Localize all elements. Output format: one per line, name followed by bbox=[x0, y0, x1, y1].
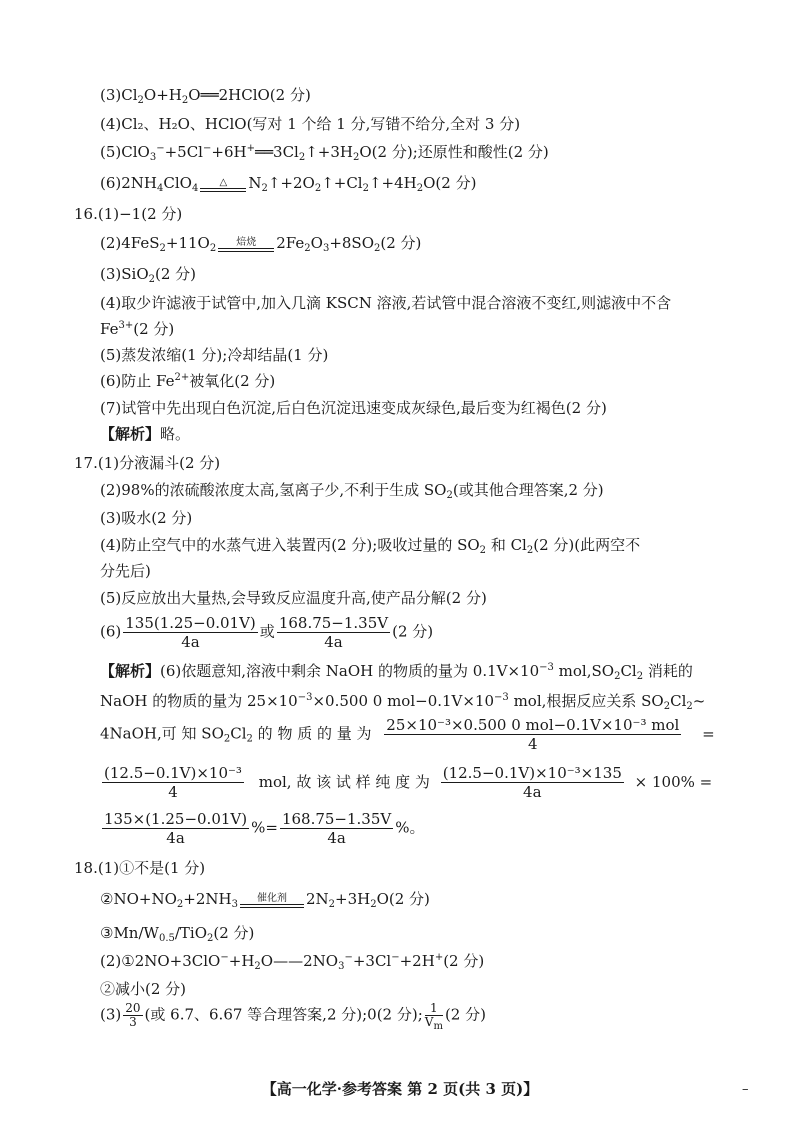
fraction: $\frac{1}{V_m}$ bbox=[424, 1001, 443, 1032]
q16-line-2: $(2)4FeS_2+11O_2$ 焙烧 $2Fe_2O_3+8SO_2(2$ 分) bbox=[100, 234, 422, 254]
q16-line-5: (5)蒸发浓缩(1 分);冷却结晶(1 分) bbox=[100, 346, 329, 364]
q16-line-4b: $Fe^{3+}(2$ 分) bbox=[100, 320, 175, 338]
fraction: $\frac{\text{(12.5−0.1V)×10⁻³}}{4}$ bbox=[104, 764, 242, 801]
fraction: $\frac{20}{3}$ bbox=[125, 1001, 141, 1029]
q15-line-5: $(5)ClO_3^-+5Cl^-+6H^+══3Cl_2↑+3H_2O(2$ 分);还原性和酸性(2 分) bbox=[100, 143, 549, 163]
q17-analysis-4: $\frac{\text{(12.5−0.1V)×10⁻³}}{4}$ mol, 故 该 试 样 纯 度 为 $\frac{\text{(12.5−0.1V)×10⁻³×135}}{4a}$ × 100% = bbox=[104, 764, 713, 801]
q16-line-1: 16.(1)−1(2 分) bbox=[74, 205, 183, 223]
fraction: $\frac{\text{25×10⁻³×0.500 0 mol−0.1V×10⁻³ mol}}{4}$ bbox=[386, 716, 680, 753]
q18-line-5: ②减小(2 分) bbox=[100, 980, 187, 998]
q17-line-3: (3)吸水(2 分) bbox=[100, 509, 193, 527]
page-footer: 【高一化学·参考答案 第 2 页(共 3 页)】 bbox=[261, 1080, 539, 1098]
q17-analysis-5: $\frac{135\times(1.25-0.01V)}{4a}$ %= $\frac{168.75-1.35V}{4a}$ %。 bbox=[104, 810, 425, 847]
fraction: $\frac{135\times(1.25-0.01V)}{4a}$ bbox=[104, 810, 248, 847]
q18-line-2: $②NO+NO_2+2NH_3$ 催化剂 $2N_2+3H_2O(2$ 分) bbox=[100, 890, 430, 910]
q17-line-4b: 分先后) bbox=[100, 562, 151, 580]
fraction: $\frac{168.75-1.35V}{4a}$ bbox=[281, 810, 392, 847]
q17-line-4: (4)防止空气中的水蒸气进入装置丙(2 分);吸收过量的 $SO_2$ 和 $Cl_2(2$ 分)(此两空不 bbox=[100, 536, 641, 556]
roast-arrow: 焙烧 bbox=[218, 237, 274, 252]
q17-line-2: (2)98%的浓硫酸浓度太高,氢离子少,不利于生成 $SO_2$(或其他合理答案,2 分) bbox=[100, 481, 604, 501]
q16-line-4: (4)取少许滤液于试管中,加入几滴 KSCN 溶液,若试管中混合溶液不变红,则滤液中不含 bbox=[100, 294, 672, 312]
q17-line-6: (6) $\frac{135(1.25-0.01V)}{4a}$ 或 $\frac{168.75-1.35V}{4a}$ (2 分) bbox=[100, 614, 434, 651]
q18-line-3: ③Mn/$W_{0.5}/TiO_2(2$ 分) bbox=[100, 924, 255, 944]
q16-line-3: (3)SiO$_2$(2 分) bbox=[100, 265, 197, 285]
q17-line-5: (5)反应放出大量热,会导致反应温度升高,使产品分解(2 分) bbox=[100, 589, 487, 607]
q16-line-6: (6)防止 $Fe^{2+}$被氧化(2 分) bbox=[100, 372, 276, 390]
catalyst-arrow: 催化剂 bbox=[240, 893, 304, 908]
q18-line-6: (3) $\frac{20}{3}$ (或 6.7、6.67 等合理答案,2 分);0(2 分); $\frac{1}{V_m}$ (2 分) bbox=[100, 1001, 486, 1032]
q17-analysis-3: 4NaOH,可 知 $SO_2Cl_2$ 的 物 质 的 量 为 $\frac{\text{25×10⁻³×0.500 0 mol−0.1V×10⁻³ mol}}{4}$ = bbox=[100, 716, 715, 753]
q16-line-7: (7)试管中先出现白色沉淀,后白色沉淀迅速变成灰绿色,最后变为红褐色(2 分) bbox=[100, 399, 607, 417]
q15-line-3: $(3)Cl_2O+H_2O══2HClO(2$ 分) bbox=[100, 86, 311, 106]
footer-dash: – bbox=[742, 1082, 749, 1097]
q16-analysis: 【解析】略。 bbox=[100, 425, 191, 443]
q17-analysis-2: NaOH 的物质的量为 $25\times 10^{-3}\times 0.500$ 0 $mol-0.1V\times 10^{-3}$ mol,根据反应关系 $SO_2Cl_2\sim$ bbox=[100, 692, 706, 712]
q15-line-4: (4)Cl₂、H₂O、HClO(写对 1 个给 1 分,写错不给分,全对 3 分) bbox=[100, 115, 521, 133]
fraction: $\frac{\text{(12.5−0.1V)×10⁻³×135}}{4a}$ bbox=[442, 764, 622, 801]
fraction: $\frac{168.75-1.35V}{4a}$ bbox=[278, 614, 389, 651]
heat-arrow: △ bbox=[200, 177, 246, 192]
q18-line-1: 18.(1)①不是(1 分) bbox=[74, 859, 206, 877]
q15-line-6: $(6)2NH_4ClO_4$ △ $N_2↑+2O_2↑+Cl_2↑+4H_2O(2$ 分) bbox=[100, 174, 477, 194]
q17-analysis-1: 【解析】(6)依题意知,溶液中剩余 NaOH 的物质的量为 $0.1V\times 10^{-3}$ $mol,SO_2Cl_2$ 消耗的 bbox=[100, 662, 693, 682]
q17-line-1: 17.(1)分液漏斗(2 分) bbox=[74, 454, 221, 472]
q18-line-4: $(2)①2NO+3ClO^-+H_2O——2NO_3^-+3Cl^-+2H^+(2$ 分) bbox=[100, 952, 485, 972]
fraction: $\frac{135(1.25-0.01V)}{4a}$ bbox=[125, 614, 256, 651]
